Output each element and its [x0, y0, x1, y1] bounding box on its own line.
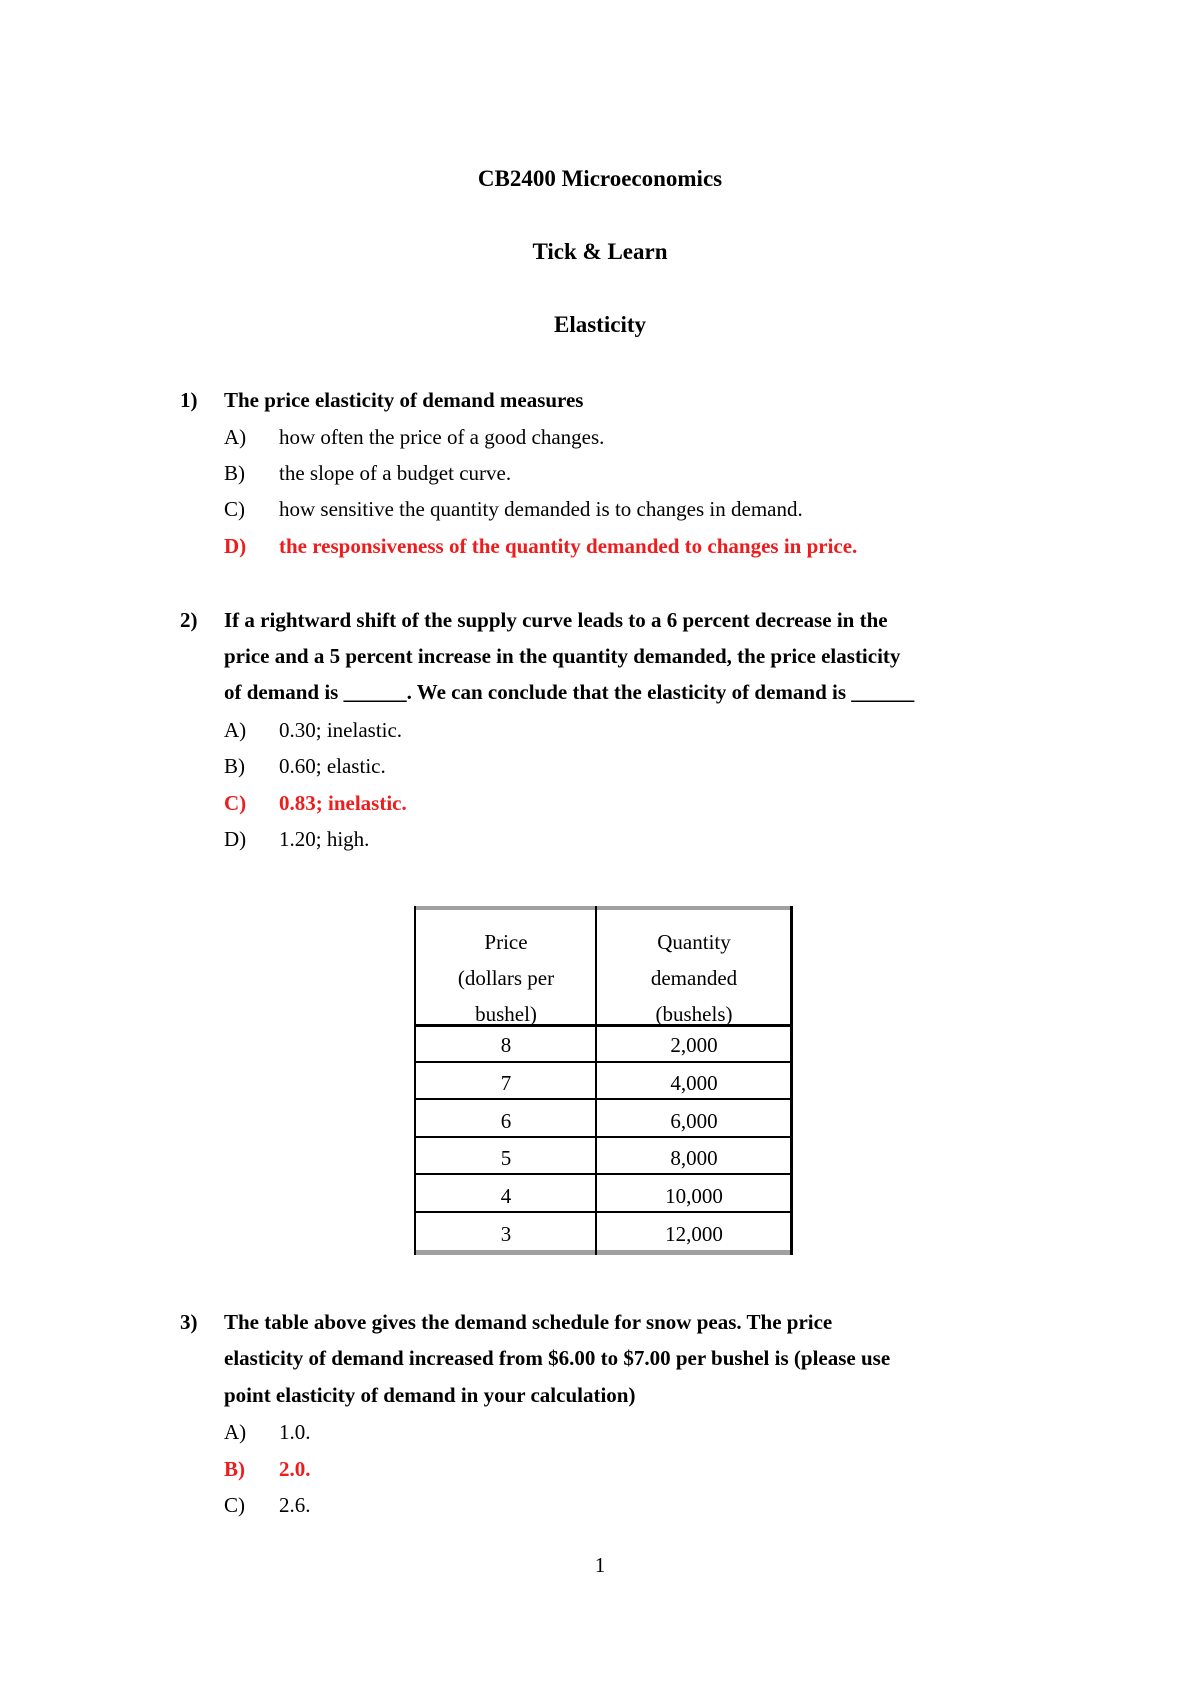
price-cell: 5	[500, 1146, 512, 1170]
quantity-cell: 2,000	[670, 1033, 718, 1057]
question-number: 3)	[180, 1310, 198, 1334]
table-border-bottom	[414, 1250, 792, 1255]
demand-schedule-table	[414, 906, 792, 1254]
row-divider	[414, 1136, 792, 1138]
price-cell: 8	[500, 1033, 512, 1057]
header-line: Price	[484, 930, 528, 954]
quantity-cell: 6,000	[670, 1109, 718, 1133]
header-line: bushel)	[475, 1002, 537, 1026]
quantity-cell: 12,000	[665, 1222, 723, 1246]
question-text-line: point elasticity of demand in your calculation)	[224, 1383, 636, 1407]
question-number: 2)	[180, 608, 198, 632]
option-letter: C)	[224, 1493, 245, 1517]
header-line: (bushels)	[655, 1002, 733, 1026]
row-divider	[414, 1061, 792, 1063]
price-cell: 3	[500, 1222, 512, 1246]
row-divider	[414, 1211, 792, 1213]
option-letter: C)	[224, 497, 245, 521]
option-letter: A)	[224, 425, 247, 449]
option-text: how sensitive the quantity demanded is to changes in demand.	[279, 497, 803, 521]
option-text: 2.6.	[279, 1493, 311, 1517]
option-letter: B)	[224, 461, 245, 485]
correct-option-text: 0.83; inelastic.	[279, 791, 407, 815]
option-text: 1.20; high.	[279, 827, 370, 851]
table-border-right	[790, 906, 793, 1255]
correct-option-letter: B)	[224, 1457, 245, 1481]
correct-option-text: 2.0.	[279, 1457, 311, 1481]
option-text: how often the price of a good changes.	[279, 425, 605, 449]
option-letter: D)	[224, 827, 247, 851]
price-column-header	[416, 924, 596, 1032]
option-letter: A)	[224, 718, 247, 742]
question-text-line: elasticity of demand increased from $6.00 to $7.00 per bushel is (please use	[224, 1346, 891, 1370]
question-text-line: of demand is ______. We can conclude that the elasticity of demand is ______	[224, 680, 915, 704]
question-text-line: price and a 5 percent increase in the quantity demanded, the price elasticity	[224, 644, 901, 668]
course-title: CB2400 Microeconomics	[477, 166, 723, 191]
topic-heading: Elasticity	[554, 312, 646, 337]
correct-option-letter: D)	[224, 534, 247, 558]
option-text: 1.0.	[279, 1420, 311, 1444]
quantity-column-header	[604, 924, 784, 1032]
header-line: (dollars per	[457, 966, 555, 990]
row-divider	[414, 1173, 792, 1175]
document-subtitle: Tick & Learn	[532, 239, 668, 264]
option-letter: B)	[224, 754, 245, 778]
quantity-cell: 10,000	[665, 1184, 723, 1208]
row-divider	[414, 1098, 792, 1100]
correct-option-text: the responsiveness of the quantity demanded to changes in price.	[279, 534, 858, 558]
question-text: The price elasticity of demand measures	[224, 388, 584, 412]
quantity-cell: 4,000	[670, 1071, 718, 1095]
quantity-cell: 8,000	[670, 1146, 718, 1170]
question-text-line: If a rightward shift of the supply curve leads to a 6 percent decrease in the	[224, 608, 888, 632]
price-cell: 4	[500, 1184, 512, 1208]
table-border-top	[414, 906, 792, 910]
page-number: 1	[594, 1553, 606, 1577]
option-letter: A)	[224, 1420, 247, 1444]
option-text: 0.60; elastic.	[279, 754, 386, 778]
question-text-line: The table above gives the demand schedule for snow peas. The price	[224, 1310, 833, 1334]
header-line: demanded	[650, 966, 738, 990]
price-cell: 6	[500, 1109, 512, 1133]
price-cell: 7	[500, 1071, 512, 1095]
header-line: Quantity	[657, 930, 731, 954]
correct-option-letter: C)	[224, 791, 247, 815]
option-text: 0.30; inelastic.	[279, 718, 403, 742]
question-number: 1)	[180, 388, 198, 412]
option-text: the slope of a budget curve.	[279, 461, 512, 485]
